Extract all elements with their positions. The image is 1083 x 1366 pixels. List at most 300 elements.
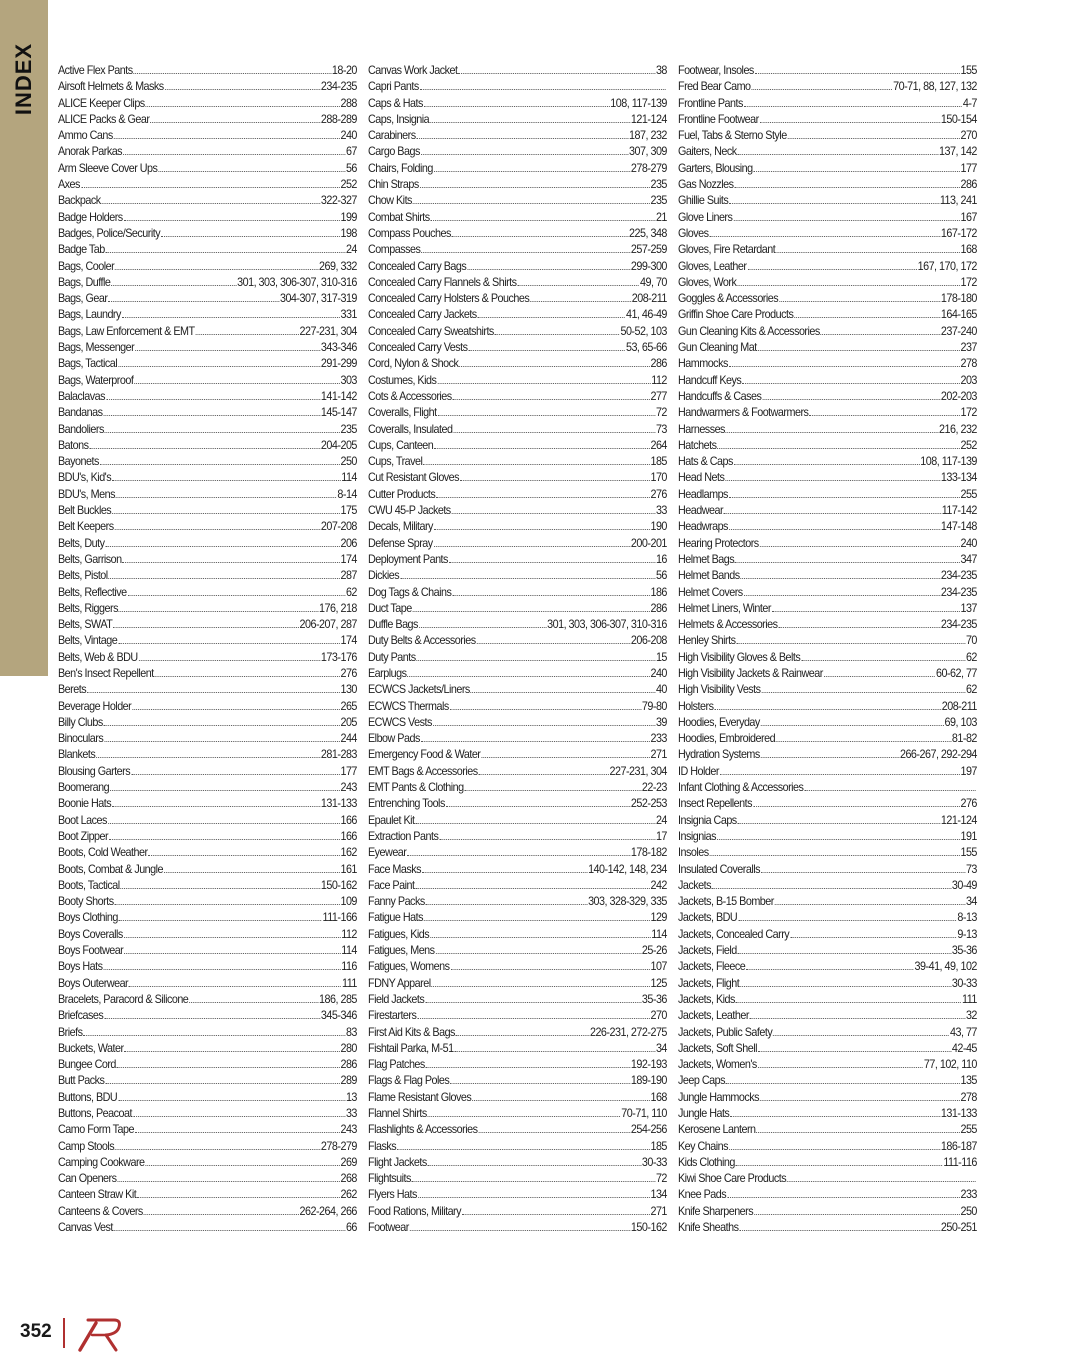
index-entry-pages: 137, 142 <box>939 145 977 159</box>
index-entry-pages: 134 <box>650 1188 667 1202</box>
index-entry <box>58 958 357 974</box>
index-entry <box>678 421 977 437</box>
index-entry-pages: 129 <box>650 911 667 925</box>
index-entry-pages: 185 <box>650 455 667 469</box>
index-entry-term: Epaulet Kit <box>368 813 415 827</box>
index-entry-term: Hoodies, Everyday <box>678 715 760 729</box>
dot-leader <box>123 143 345 155</box>
index-entry-term: Bracelets, Paracord & Silicone <box>58 992 189 1006</box>
index-entry <box>368 209 667 225</box>
index-entry-pages: 77, 102, 110 <box>923 1058 977 1072</box>
index-entry-term: Fatigue Hats <box>368 911 424 925</box>
index-entry-term: Arm Sleeve Cover Ups <box>58 161 158 175</box>
index-entry <box>678 323 977 339</box>
index-entry <box>678 111 977 127</box>
index-entry <box>58 714 357 730</box>
index-entry-term: Boys Outerwear <box>58 976 129 990</box>
index-entry <box>368 1154 667 1170</box>
dot-leader <box>164 861 340 873</box>
dot-leader <box>124 942 340 954</box>
dot-leader <box>104 730 339 742</box>
index-entry-term: Coveralls, Flight <box>368 406 437 420</box>
index-entry-term: Insoles <box>678 846 709 860</box>
dot-leader <box>453 388 650 400</box>
dot-leader <box>424 909 650 921</box>
dot-leader <box>758 339 960 351</box>
index-entry-term: Axes <box>58 178 80 192</box>
index-entry-term: Henley Shirts <box>678 634 736 648</box>
page-number: 352 <box>20 1321 52 1342</box>
index-entry-term: Flightsuits <box>368 1172 411 1186</box>
index-entry-pages: 343-346 <box>320 341 357 355</box>
index-entry-pages: 191 <box>960 829 977 843</box>
dot-leader <box>755 62 960 74</box>
index-entry <box>58 1089 357 1105</box>
dot-leader <box>751 78 892 90</box>
index-entry-term: EMT Bags & Accessories <box>368 764 478 778</box>
index-entry-term: Bags, Messenger <box>58 341 135 355</box>
index-entry <box>58 160 357 176</box>
index-entry-pages: 281-283 <box>320 748 357 762</box>
dot-leader <box>430 926 650 938</box>
index-entry-term: Billy Clubs <box>58 715 103 729</box>
index-entry-term: Cord, Nylon & Shock <box>368 357 459 371</box>
index-entry-term: Jackets, Flight <box>678 976 740 990</box>
index-entry-pages: 33 <box>655 504 667 518</box>
index-entry-pages: 49, 70 <box>640 275 667 289</box>
index-entry <box>58 62 357 78</box>
dot-leader <box>739 1219 940 1231</box>
dot-leader <box>115 1138 320 1150</box>
index-entry-term: Flasks <box>368 1139 397 1153</box>
dot-leader <box>165 78 320 90</box>
index-entry-pages: 111 <box>342 976 357 990</box>
index-entry <box>368 453 667 469</box>
dot-leader <box>431 209 655 221</box>
index-entry <box>58 1105 357 1121</box>
index-entry-term: Batons <box>58 438 89 452</box>
index-entry <box>368 649 667 665</box>
index-entry <box>678 681 977 697</box>
index-entry-term: Infant Clothing & Accessories <box>678 781 804 795</box>
index-entry <box>678 62 977 78</box>
index-entry-term: Boots, Cold Weather <box>58 846 148 860</box>
index-entry-pages: 225, 348 <box>629 226 667 240</box>
dot-leader <box>758 1056 923 1068</box>
index-entry <box>368 844 667 860</box>
index-entry-term: Jackets, Public Safety <box>678 1025 773 1039</box>
index-entry <box>58 632 357 648</box>
dot-leader <box>134 62 331 74</box>
dot-leader <box>734 453 920 465</box>
index-entry <box>58 1072 357 1088</box>
index-entry-term: Caps, Insignia <box>368 112 430 126</box>
index-entry <box>368 323 667 339</box>
index-entry-pages: 200-201 <box>630 536 667 550</box>
index-entry-pages: 38 <box>655 64 667 77</box>
index-entry-pages: 42-45 <box>951 1041 977 1055</box>
index-entry-term: Helmet Bands <box>678 569 740 583</box>
index-entry <box>368 991 667 1007</box>
index-entry-pages: 270 <box>960 129 977 143</box>
dot-leader <box>119 600 318 612</box>
dot-leader <box>437 372 650 384</box>
dot-leader <box>712 877 951 889</box>
index-entry <box>368 1121 667 1137</box>
index-entry-pages: 69, 103 <box>944 715 977 729</box>
rothco-r-logo-icon <box>74 1314 122 1354</box>
index-entry-term: Hatchets <box>678 438 717 452</box>
index-entry-pages: 39 <box>655 715 667 729</box>
index-entry <box>678 143 977 159</box>
index-entry <box>368 95 667 111</box>
index-entry-pages: 240 <box>340 129 357 143</box>
dot-leader <box>417 1007 649 1019</box>
index-entry-pages: 265 <box>340 699 357 713</box>
index-entry <box>368 258 667 274</box>
dot-leader <box>438 404 655 416</box>
dot-leader <box>118 355 320 367</box>
index-entry <box>678 437 977 453</box>
index-entry-term: Kerosene Lantern <box>678 1123 756 1137</box>
index-entry <box>58 258 357 274</box>
index-entry-pages: 235 <box>340 422 357 436</box>
index-entry-term: Briefs <box>58 1025 83 1039</box>
index-entry-term: Headwraps <box>678 520 728 534</box>
dot-leader <box>135 339 320 351</box>
index-entry-pages: 114 <box>341 471 357 485</box>
index-entry <box>678 779 977 795</box>
index-entry-pages: 269 <box>340 1155 357 1169</box>
index-entry <box>368 225 667 241</box>
index-entry-term: Concealed Carry Sweatshirts <box>368 324 494 338</box>
dot-leader <box>778 616 940 628</box>
index-entry <box>678 290 977 306</box>
index-entry <box>368 486 667 502</box>
index-entry-term: Canvas Work Jacket <box>368 64 458 77</box>
index-entry <box>678 1138 977 1154</box>
index-entry-pages: 8-14 <box>337 487 357 501</box>
index-entry-term: Ghillie Suits <box>678 194 729 208</box>
dot-leader <box>131 763 339 775</box>
index-entry-pages: 150-162 <box>320 878 357 892</box>
index-entry-term: Insulated Coveralls <box>678 862 760 876</box>
index-entry-pages: 175 <box>340 504 357 518</box>
dot-leader <box>124 1040 339 1052</box>
index-entry-pages: 117-142 <box>941 504 977 518</box>
dot-leader <box>421 241 630 253</box>
index-entry-term: Glove Liners <box>678 210 733 224</box>
index-entry-pages: 155 <box>960 846 977 860</box>
index-entry <box>58 421 357 437</box>
index-entry-term: Flag Patches <box>368 1058 425 1072</box>
index-entry <box>678 763 977 779</box>
index-entry-term: Badge Holders <box>58 210 123 224</box>
index-entry <box>58 127 357 143</box>
index-entry <box>368 1024 667 1040</box>
index-entry-pages: 266-267, 292-294 <box>899 748 977 762</box>
dot-leader <box>452 225 628 237</box>
index-entry <box>58 355 357 371</box>
index-entry-pages: 17 <box>655 829 667 843</box>
index-entry-pages: 173-176 <box>320 650 357 664</box>
index-entry-term: Compass Pouches <box>368 226 451 240</box>
dot-leader <box>111 274 236 286</box>
index-entry <box>368 600 667 616</box>
index-entry-term: Caps & Hats <box>368 96 423 110</box>
index-entry <box>58 877 357 893</box>
index-entry-term: Headlamps <box>678 487 728 501</box>
dot-leader <box>717 828 960 840</box>
index-entry-pages: 255 <box>960 1123 977 1137</box>
dot-leader <box>809 404 959 416</box>
index-entry-pages: 278-279 <box>630 161 667 175</box>
index-entry-term: Belts, Web & BDU <box>58 650 138 664</box>
index-entry-pages: 237-240 <box>940 324 977 338</box>
index-entry-term: Footwear, Insoles <box>678 64 754 77</box>
index-entry-pages: 262-264, 266 <box>299 1204 357 1218</box>
index-entry-term: Knee Pads <box>678 1188 727 1202</box>
index-entry <box>678 1089 977 1105</box>
index-entry-pages: 50-52, 103 <box>620 324 667 338</box>
index-entry-pages: 108, 117-139 <box>920 455 977 469</box>
index-entry-pages: 33 <box>345 1107 357 1120</box>
dot-leader <box>468 339 625 351</box>
index-entry <box>368 942 667 958</box>
index-entry <box>678 1007 977 1023</box>
index-entry <box>368 665 667 681</box>
index-entry <box>678 176 977 192</box>
index-entry-term: Flyers Hats <box>368 1188 417 1202</box>
index-entry-term: Compasses <box>368 243 421 257</box>
index-entry <box>678 600 977 616</box>
index-entry <box>58 388 357 404</box>
index-entry-pages: 227-231, 304 <box>299 324 357 338</box>
dot-leader <box>135 1121 340 1133</box>
index-entry-term: Deployment Pants <box>368 552 448 566</box>
index-entry-pages: 234-235 <box>320 80 357 94</box>
index-entry <box>678 942 977 958</box>
index-entry-term: Jeep Caps <box>678 1074 725 1088</box>
index-entry-pages: 121-124 <box>630 112 667 126</box>
index-entry-term: Emergency Food & Water <box>368 748 481 762</box>
index-entry-term: Jackets, Kids <box>678 992 735 1006</box>
index-entry <box>368 1105 667 1121</box>
index-entry-term: Fishtail Parka, M-51 <box>368 1041 454 1055</box>
index-entry <box>58 95 357 111</box>
index-entry-term: Combat Shirts <box>368 210 430 224</box>
index-entry-term: EMT Pants & Clothing <box>368 781 464 795</box>
index-entry-term: Boys Clothing <box>58 911 118 925</box>
dot-leader <box>776 241 959 253</box>
dot-leader <box>738 942 951 954</box>
index-entry <box>368 975 667 991</box>
index-entry-term: Chairs, Folding <box>368 161 433 175</box>
dot-leader <box>794 306 940 318</box>
index-entry <box>58 306 357 322</box>
index-entry <box>58 1170 357 1186</box>
index-entry <box>678 1170 977 1186</box>
index-entry-term: Helmets & Accessories <box>678 618 778 632</box>
index-entry <box>678 665 977 681</box>
index-entry-pages: 166 <box>340 829 357 843</box>
dot-leader <box>762 388 940 400</box>
index-entry-term: Butt Packs <box>58 1074 105 1088</box>
index-entry <box>368 714 667 730</box>
index-column-1 <box>58 62 357 1235</box>
index-entry-term: Beverage Holder <box>58 699 132 713</box>
dot-leader <box>158 160 345 172</box>
index-entry-term: Griffin Shoe Care Products <box>678 308 794 322</box>
index-entry-term: Insect Repellents <box>678 797 753 811</box>
index-entry <box>58 241 357 257</box>
index-entry-pages: 227-231, 304 <box>609 764 667 778</box>
index-entry <box>58 795 357 811</box>
dot-leader <box>420 78 666 90</box>
index-entry-term: Backpack <box>58 194 101 208</box>
index-entry-pages: 307, 309 <box>629 145 667 159</box>
index-entry <box>678 926 977 942</box>
index-entry-pages: 131-133 <box>320 797 357 811</box>
index-entry <box>678 861 977 877</box>
index-entry-term: Bungee Cord <box>58 1058 116 1072</box>
index-entry-term: ALICE Packs & Gear <box>58 112 150 126</box>
dot-leader <box>433 714 655 726</box>
index-entry-pages: 140-142, 148, 234 <box>588 862 667 876</box>
dot-leader <box>455 1040 655 1052</box>
dot-leader <box>421 730 650 742</box>
index-entry-term: Concealed Carry Bags <box>368 259 467 273</box>
index-entry-term: Badge Tab <box>58 243 105 257</box>
index-entry-term: Boots, Tactical <box>58 878 120 892</box>
index-entry-term: ECWCS Thermals <box>368 699 449 713</box>
index-entry-term: Gloves, Fire Retardant <box>678 243 776 257</box>
index-entry-term: Coveralls, Insulated <box>368 422 453 436</box>
index-entry-term: Handcuff Keys <box>678 373 742 387</box>
index-entry-pages: 252-253 <box>630 797 667 811</box>
index-entry-pages: 111-116 <box>943 1155 977 1169</box>
dot-leader <box>81 176 340 188</box>
dot-leader <box>116 486 337 498</box>
index-entry-term: Boot Zipper <box>58 829 109 843</box>
dot-leader <box>137 1186 339 1198</box>
index-entry-pages: 73 <box>655 422 667 436</box>
index-entry-term: CWU 45-P Jackets <box>368 504 451 518</box>
index-entry <box>678 1024 977 1040</box>
dot-leader <box>761 746 899 758</box>
index-entry <box>58 1186 357 1202</box>
index-entry-pages: 73 <box>965 862 977 876</box>
index-entry-pages: 174 <box>340 552 357 566</box>
dot-leader <box>709 225 940 237</box>
index-entry <box>678 274 977 290</box>
index-entry-term: Concealed Carry Holsters & Pouches <box>368 292 530 306</box>
dot-leader <box>415 877 649 889</box>
index-entry-pages: 189-190 <box>630 1074 667 1088</box>
index-tab-label: INDEX <box>11 42 36 116</box>
index-entry <box>58 453 357 469</box>
index-entry-term: Balaclavas <box>58 389 106 403</box>
index-entry-pages: 112 <box>651 373 667 387</box>
index-entry <box>368 1072 667 1088</box>
dot-leader <box>129 975 341 987</box>
index-entry-pages: 243 <box>340 1123 357 1137</box>
index-entry <box>58 681 357 697</box>
index-entry-pages: 216, 232 <box>939 422 977 436</box>
dot-leader <box>477 632 630 644</box>
index-entry <box>368 584 667 600</box>
dot-leader <box>146 95 340 107</box>
index-entry-term: Briefcases <box>58 1009 104 1023</box>
index-entry-term: Booty Shorts <box>58 895 114 909</box>
dot-leader <box>407 665 649 677</box>
index-column-2 <box>368 62 667 1235</box>
index-entry-pages: 24 <box>345 243 357 257</box>
dot-leader <box>729 1138 940 1150</box>
index-entry-term: Duct Tape <box>368 601 412 615</box>
dot-leader <box>744 95 962 107</box>
index-entry-pages: 202-203 <box>940 389 977 403</box>
index-entry <box>58 111 357 127</box>
dot-leader <box>108 812 340 824</box>
index-entry-term: Active Flex Pants <box>58 64 133 77</box>
dot-leader <box>110 779 339 791</box>
index-entry <box>368 1056 667 1072</box>
dot-leader <box>133 1105 345 1117</box>
index-entry-pages: 208-211 <box>941 699 977 713</box>
index-entry <box>58 812 357 828</box>
index-entry-term: Costumes, Kids <box>368 373 437 387</box>
index-entry-term: Extraction Pants <box>368 829 439 843</box>
index-entry-term: Cups, Canteen <box>368 438 434 452</box>
index-entry <box>678 1056 977 1072</box>
index-entry-pages: 255 <box>960 487 977 501</box>
index-entry <box>678 404 977 420</box>
index-entry-term: Bayonets <box>58 455 99 469</box>
dot-leader <box>761 861 965 873</box>
index-entry-term: Belts, Duty <box>58 536 105 550</box>
index-entry <box>58 1121 357 1137</box>
dot-leader <box>105 421 340 433</box>
dot-leader <box>729 486 960 498</box>
index-entry-term: ALICE Keeper Clips <box>58 96 145 110</box>
dot-leader <box>102 192 320 204</box>
index-entry <box>678 877 977 893</box>
index-entry-pages: 233 <box>960 1188 977 1202</box>
index-entry-pages: 197 <box>960 764 977 778</box>
index-entry-term: Gun Cleaning Mat <box>678 341 757 355</box>
index-entry-pages: 235 <box>650 178 667 192</box>
dot-leader <box>750 1007 965 1019</box>
index-entry <box>368 241 667 257</box>
index-entry-pages: 131-133 <box>940 1107 977 1120</box>
index-entry-pages: 288 <box>340 96 357 110</box>
index-entry <box>368 274 667 290</box>
index-entry-pages: 286 <box>650 357 667 371</box>
index-entry <box>368 372 667 388</box>
index-entry-term: Cargo Bags <box>368 145 420 159</box>
index-entry-term: Handwarmers & Footwarmers <box>678 406 809 420</box>
index-entry-term: Concealed Carry Flannels & Shirts <box>368 275 517 289</box>
index-entry <box>58 779 357 795</box>
index-entry-term: Cutter Products <box>368 487 436 501</box>
dot-leader <box>776 730 951 742</box>
index-entry-term: Knife Sheaths <box>678 1221 739 1235</box>
dot-leader <box>413 600 650 612</box>
index-entry-term: Frontline Footwear <box>678 112 759 126</box>
index-entry-term: Goggles & Accessories <box>678 292 779 306</box>
dot-leader <box>419 616 546 628</box>
